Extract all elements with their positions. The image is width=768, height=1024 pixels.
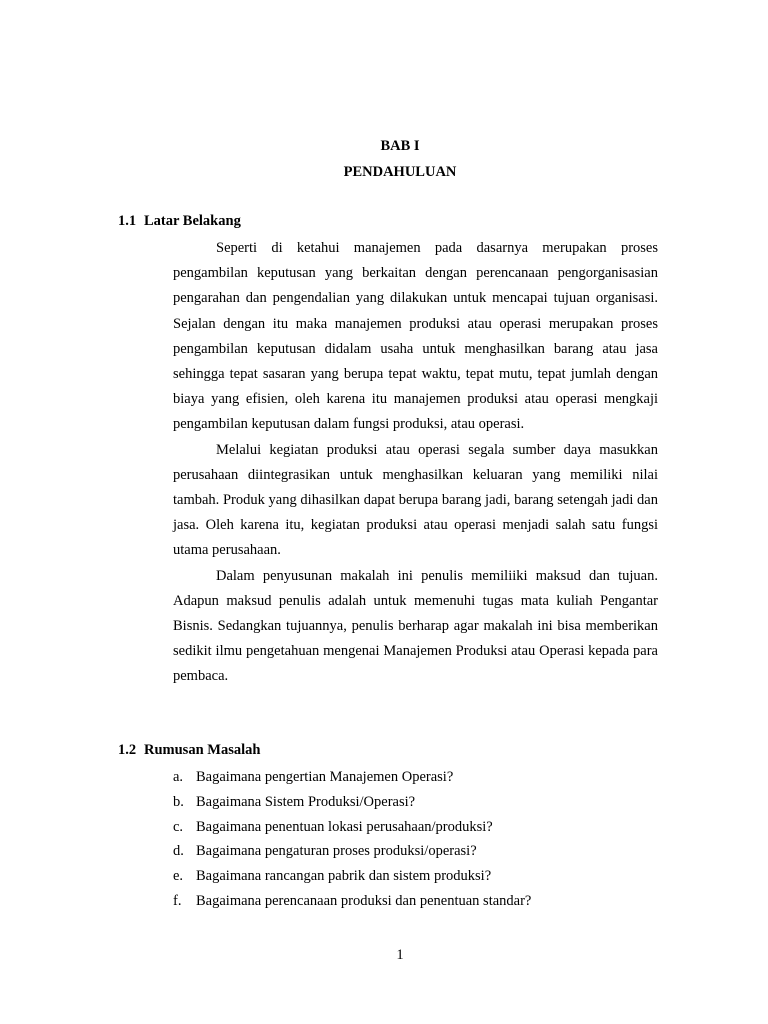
list-marker: d.	[173, 843, 184, 860]
list-marker: c.	[173, 818, 184, 835]
list-item	[173, 839, 673, 864]
list-item-text: Bagaimana pengaturan proses produksi/operasi?	[196, 843, 477, 860]
list-marker: e.	[173, 868, 184, 885]
list-item-text: Bagaimana perencanaan produksi dan penentuan standar?	[196, 892, 532, 909]
rumusan-masalah-list	[173, 765, 673, 914]
list-marker: f.	[173, 892, 182, 909]
chapter-title: PENDAHULUAN	[343, 164, 457, 180]
list-item	[173, 864, 673, 889]
list-item	[173, 790, 673, 815]
section-number: 1.1	[118, 213, 137, 229]
section-number: 1.2	[118, 742, 137, 758]
list-marker: b.	[173, 793, 184, 810]
list-item-text: Bagaimana penentuan lokasi perusahaan/produksi?	[196, 818, 493, 835]
list-item	[173, 889, 673, 914]
list-item	[173, 815, 673, 840]
section-heading-rumusan-masalah	[118, 741, 260, 759]
paragraph: Seperti di ketahui manajemen pada dasarnya merupakan proses pengambilan keputusan yang berkaitan dengan perencanaan pengorganisasian pengarahan dan pengendalian yang dilakukan untuk mencapai tujuan organisasi. Sejalan dengan itu maka manajemen produksi atau operasi merupakan proses pengambilan keputusan didalam usaha untuk menghasilkan barang atau jasa sehingga tepat sasaran yang berupa tepat waktu, tepat mutu, tepat jumlah dengan biaya yang efisien, oleh karena itu manajemen produksi atau operasi mengkaji pengambilan keputusan dalam fungsi produksi, atau operasi.	[173, 240, 658, 433]
section-title: Rumusan Masalah	[144, 742, 261, 758]
list-marker: a.	[173, 769, 184, 785]
section-heading-latar-belakang	[118, 212, 241, 230]
paragraph: Melalui kegiatan produksi atau operasi segala sumber daya masukkan perusahaan diintegrasikan untuk menghasilkan keluaran yang memiliki nilai tambah. Produk yang dihasilkan dapat berupa barang jadi, barang setengah jadi dan jasa. Oleh karena itu, kegiatan produksi atau operasi menjadi salah satu fungsi utama perusahaan.	[173, 441, 658, 559]
list-item-text: Bagaimana rancangan pabrik dan sistem produksi?	[196, 868, 492, 885]
page-number: 1	[396, 947, 404, 963]
list-item-text: Bagaimana Sistem Produksi/Operasi?	[196, 793, 416, 810]
list-item	[173, 765, 673, 790]
list-item-text: Bagaimana pengertian Manajemen Operasi?	[196, 769, 454, 785]
chapter-number: BAB I	[380, 138, 420, 154]
latar-belakang-body	[173, 236, 658, 690]
paragraph: Dalam penyusunan makalah ini penulis memiliiki maksud dan tujuan. Adapun maksud penulis adalah untuk memenuhi tugas mata kuliah Pengantar Bisnis. Sedangkan tujuannya, penulis berharap agar makalah ini bisa memberikan sedikit ilmu pengetahuan mengenai Manajemen Produksi atau Operasi kepada para pembaca.	[173, 567, 658, 685]
section-title: Latar Belakang	[144, 213, 241, 229]
